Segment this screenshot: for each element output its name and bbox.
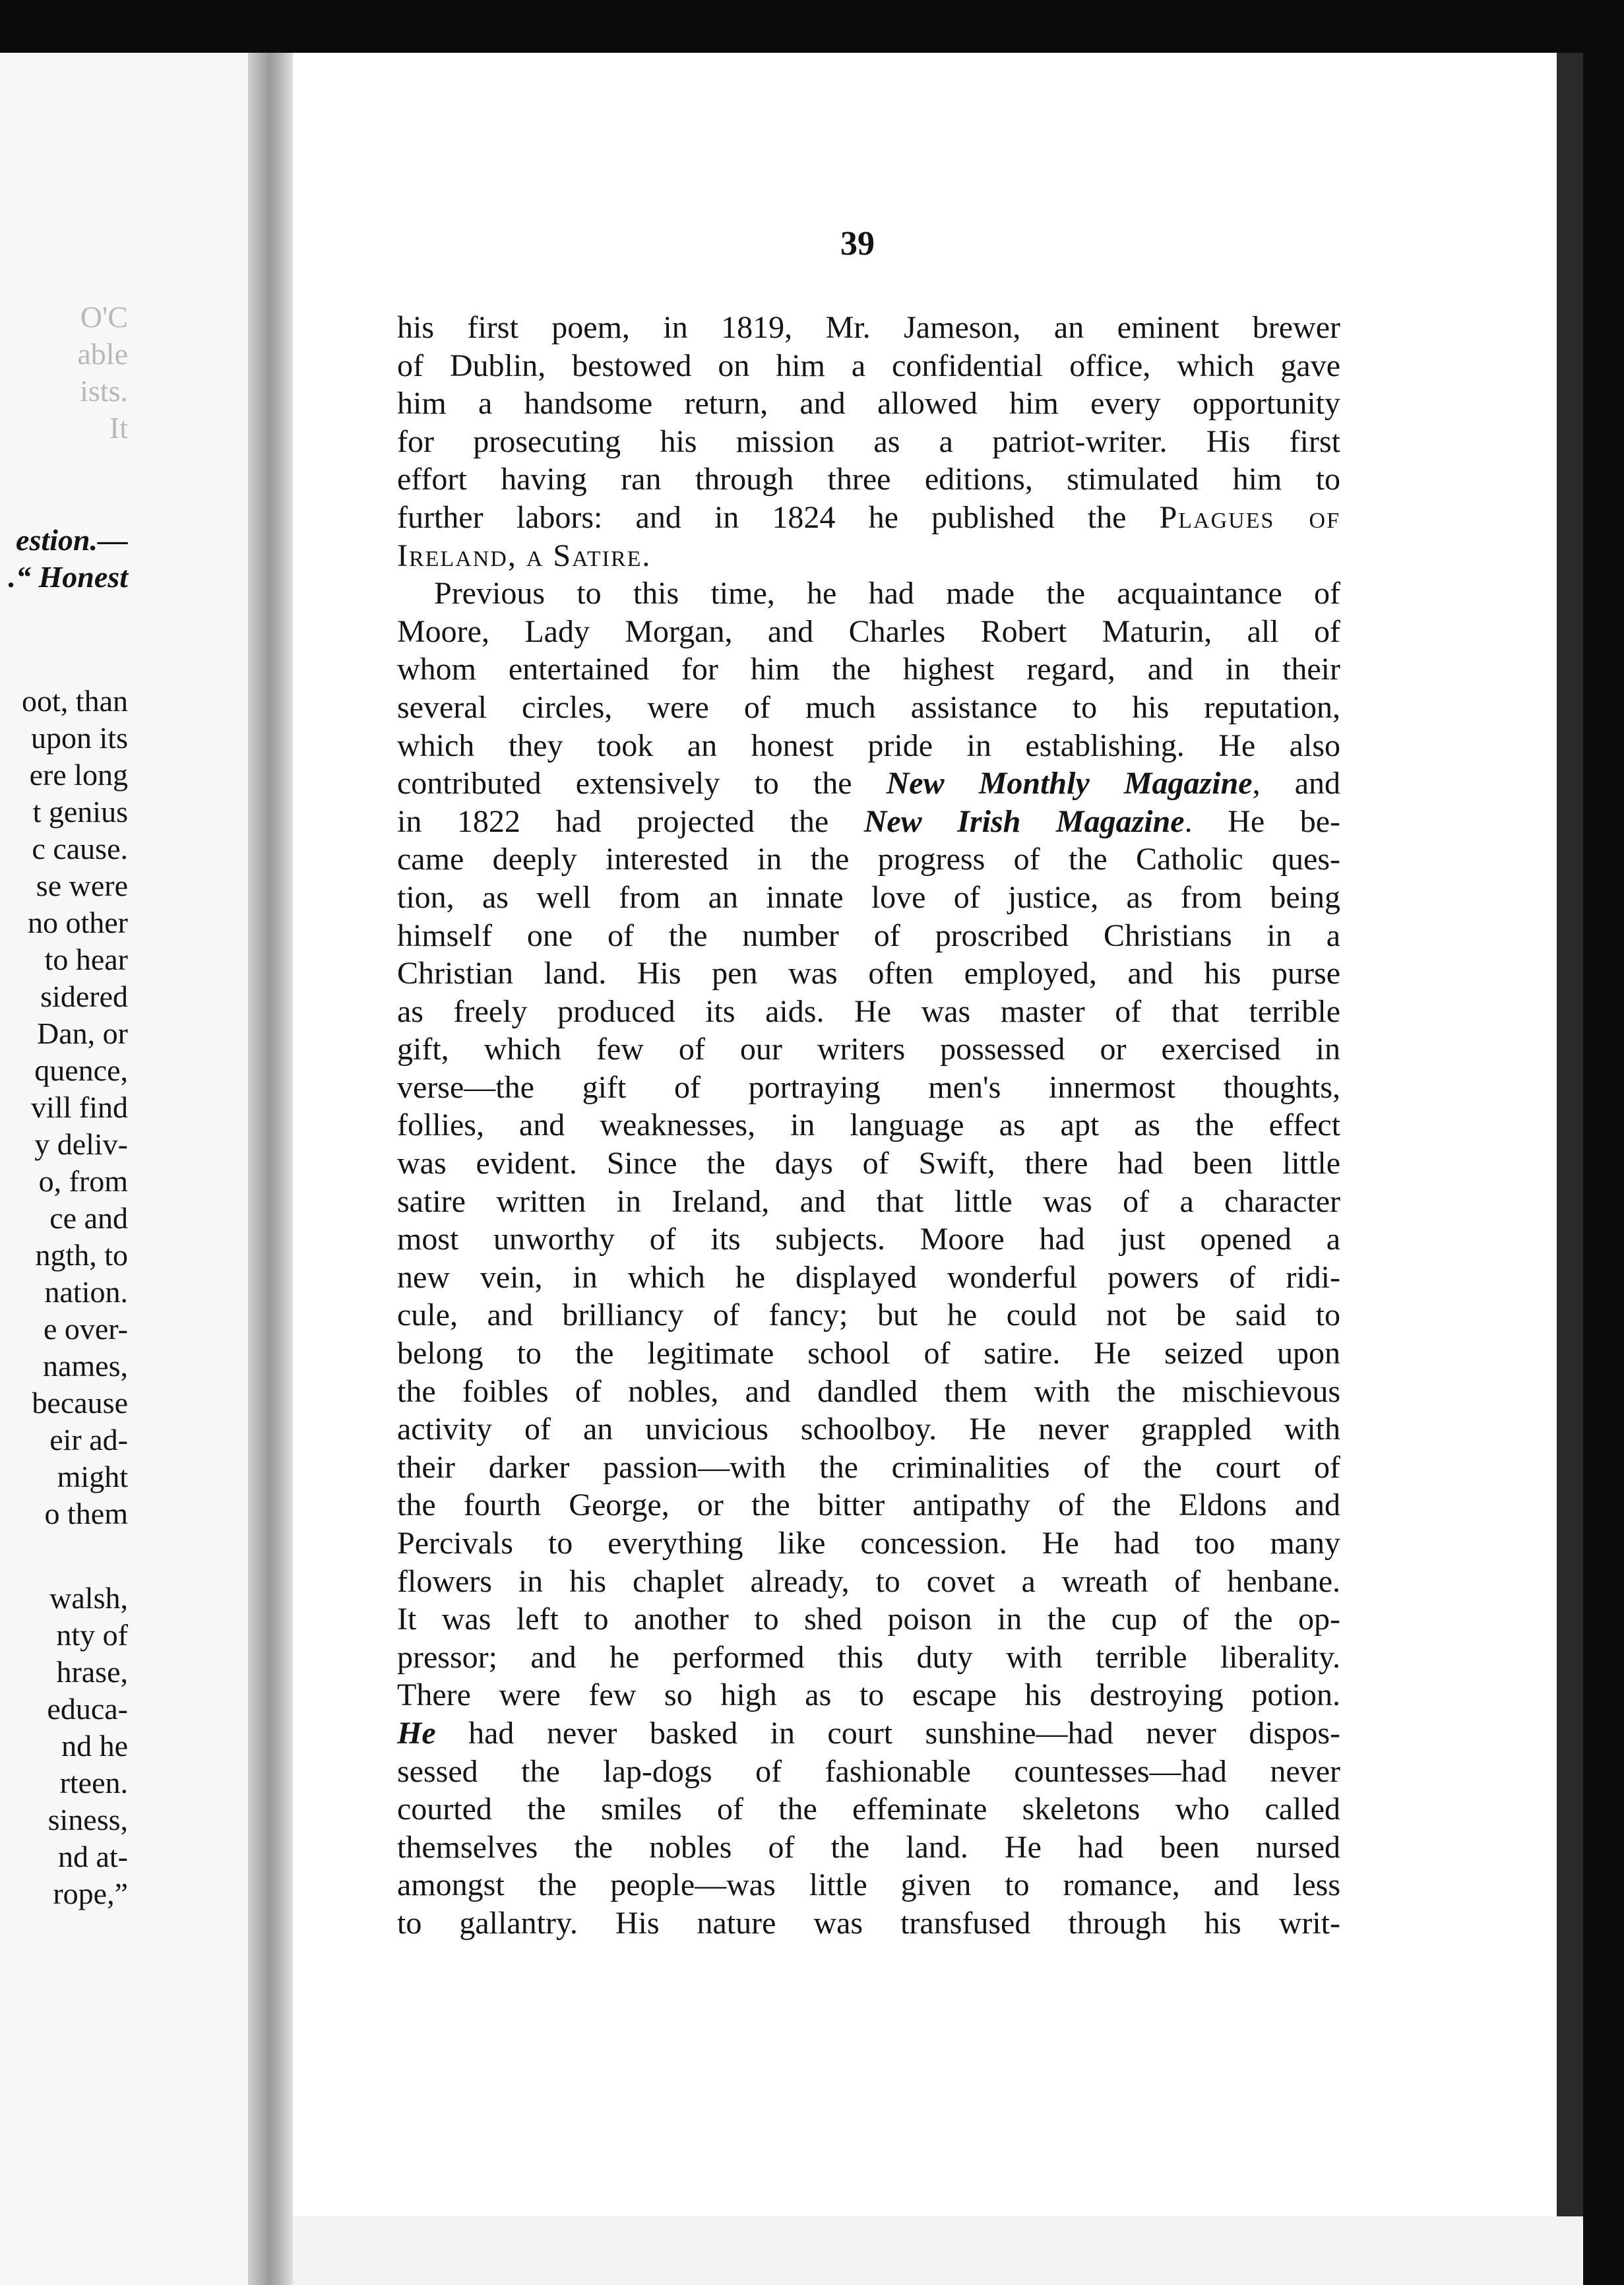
text-line: Percivals to everything like concession. He had too many <box>397 1526 1340 1561</box>
facing-page-line: rteen. <box>59 1766 128 1800</box>
page-bottom-edge <box>293 2216 1583 2285</box>
facing-page-line: c cause. <box>32 832 128 865</box>
text-line: several circles, were of much assistance to his reputation, <box>397 689 1340 725</box>
facing-page-line: oot, than <box>22 684 128 718</box>
text-line: follies, and weaknesses, in language as apt as the effect <box>397 1108 1340 1143</box>
text-line: the foibles of nobles, and dandled them with the mischievous <box>397 1373 1340 1409</box>
text-line: pressor; and he performed this duty with terrible liberality. <box>397 1639 1340 1675</box>
text-line: his first poem, in 1819, Mr. Jameson, an eminent brewer <box>397 310 1340 345</box>
facing-page-line: It <box>109 411 128 445</box>
scan-border-top <box>0 0 1624 53</box>
magazine-title: New Irish Magazine <box>863 803 1185 839</box>
page-number: 39 <box>840 225 875 263</box>
facing-page-line: names, <box>42 1349 128 1383</box>
facing-page-line: e over- <box>43 1312 128 1346</box>
text-line: He had never basked in court sunshine—had never dispos- <box>397 1715 1340 1751</box>
text-line: effort having ran through three editions, stimulated him to <box>397 462 1340 497</box>
text-line: themselves the nobles of the land. He had been nursed <box>397 1829 1340 1865</box>
text-line: was evident. Since the days of Swift, there had been little <box>397 1146 1340 1181</box>
text-line: courted the smiles of the effeminate skeletons who called <box>397 1792 1340 1827</box>
text-line: came deeply interested in the progress of the Catholic ques- <box>397 842 1340 877</box>
facing-page-line: no other <box>27 906 128 939</box>
facing-page-line: to hear <box>44 943 128 976</box>
facing-page-line: siness, <box>47 1803 128 1836</box>
text-line: activity of an unvicious schoolboy. He never grappled with <box>397 1412 1340 1447</box>
text-line: the fourth George, or the bitter antipathy of the Eldons and <box>397 1487 1340 1523</box>
facing-page-line: might <box>57 1460 128 1493</box>
facing-page-line: nty of <box>56 1618 128 1652</box>
text-line: of Dublin, bestowed on him a confidential office, which gave <box>397 348 1340 383</box>
text-line: verse—the gift of portraying men's innermost thoughts, <box>397 1069 1340 1105</box>
facing-page-line: .“ Honest <box>8 560 128 594</box>
facing-page-line: nd at- <box>57 1840 128 1873</box>
facing-page-line: walsh, <box>49 1581 128 1615</box>
scan-border-right <box>1583 0 1624 2285</box>
book-gutter <box>248 53 296 2285</box>
facing-page-line: o, from <box>38 1164 128 1198</box>
emphasis: He <box>397 1715 436 1751</box>
facing-page <box>0 53 264 2285</box>
body-text <box>397 309 1340 1943</box>
magazine-title: New Monthly Magazine <box>886 766 1253 801</box>
text-line: as freely produced its aids. He was master of that terrible <box>397 993 1340 1029</box>
text-line: Christian land. His pen was often employed, and his purse <box>397 956 1340 991</box>
facing-page-line: o them <box>44 1497 128 1530</box>
text-line: tion, as well from an innate love of justice, as from being <box>397 879 1340 915</box>
text-line: There were few so high as to escape his destroying potion. <box>397 1677 1340 1713</box>
facing-page-line: able <box>77 337 128 371</box>
text-line: to gallantry. His nature was transfused through his writ- <box>397 1905 1340 1941</box>
facing-page-line: O'C <box>80 300 128 334</box>
facing-page-line: ists. <box>80 374 128 408</box>
text-line: him a handsome return, and allowed him every opportunity <box>397 386 1340 422</box>
facing-page-line: ngth, to <box>35 1238 128 1272</box>
facing-page-text <box>0 53 264 2285</box>
text-line: for prosecuting his mission as a patriot-writer. His first <box>397 423 1340 459</box>
text-line: sessed the lap-dogs of fashionable countesses—had never <box>397 1753 1340 1789</box>
text-line: gift, which few of our writers possessed or exercised in <box>397 1032 1340 1067</box>
facing-page-line: vill find <box>31 1090 128 1124</box>
text-line: flowers in his chaplet already, to covet a wreath of henbane. <box>397 1563 1340 1599</box>
facing-page-line: estion.— <box>16 523 128 557</box>
facing-page-line: upon its <box>31 721 128 755</box>
text-line: himself one of the number of proscribed Christians in a <box>397 918 1340 953</box>
text-line: cule, and brilliancy of fancy; but he could not be said to <box>397 1298 1340 1333</box>
facing-page-line: ce and <box>49 1201 128 1235</box>
title-small-caps: Plagues of <box>1159 499 1340 535</box>
facing-page-line: Dan, or <box>37 1017 128 1050</box>
text-line: in 1822 had projected the New Irish Magazine. He be- <box>397 803 1340 839</box>
text-line: new vein, in which he displayed wonderful powers of ridi- <box>397 1259 1340 1295</box>
text-line: which they took an honest pride in establishing. He also <box>397 728 1340 763</box>
facing-page-line: because <box>32 1386 128 1420</box>
title-small-caps: Ireland, a Satire. <box>397 538 652 573</box>
facing-page-line: nd he <box>61 1729 128 1763</box>
facing-page-line: quence, <box>34 1053 128 1087</box>
facing-page-line: nation. <box>44 1275 128 1309</box>
text-line: most unworthy of its subjects. Moore had just opened a <box>397 1222 1340 1257</box>
text-line: contributed extensively to the New Monthly Magazine, and <box>397 766 1340 801</box>
facing-page-line: y deliv- <box>34 1127 128 1161</box>
text-line: It was left to another to shed poison in the cup of the op- <box>397 1602 1340 1637</box>
text-line: whom entertained for him the highest regard, and in their <box>397 652 1340 687</box>
text-line: satire written in Ireland, and that little was of a character <box>397 1183 1340 1219</box>
facing-page-line: rope,” <box>53 1877 128 1910</box>
facing-page-line: sidered <box>40 980 128 1013</box>
page-edge-shadow <box>1557 53 1583 2216</box>
facing-page-line: se were <box>36 869 128 902</box>
text-line: amongst the people—was little given to romance, and less <box>397 1867 1340 1903</box>
text-line: further labors: and in 1824 he published the Plagues of <box>397 499 1340 535</box>
facing-page-line: eir ad- <box>49 1423 128 1456</box>
facing-page-line: ere long <box>29 758 128 792</box>
facing-page-line: educa- <box>47 1692 128 1726</box>
text-line: their darker passion—with the criminalities of the court of <box>397 1449 1340 1485</box>
text-line <box>397 537 1340 575</box>
facing-page-line: hrase, <box>56 1655 128 1689</box>
text-line: Moore, Lady Morgan, and Charles Robert Maturin, all of <box>397 613 1340 649</box>
facing-page-line: t genius <box>32 795 128 829</box>
text-line: Previous to this time, he had made the acquaintance of <box>434 576 1340 611</box>
text-line: belong to the legitimate school of satire. He seized upon <box>397 1336 1340 1371</box>
